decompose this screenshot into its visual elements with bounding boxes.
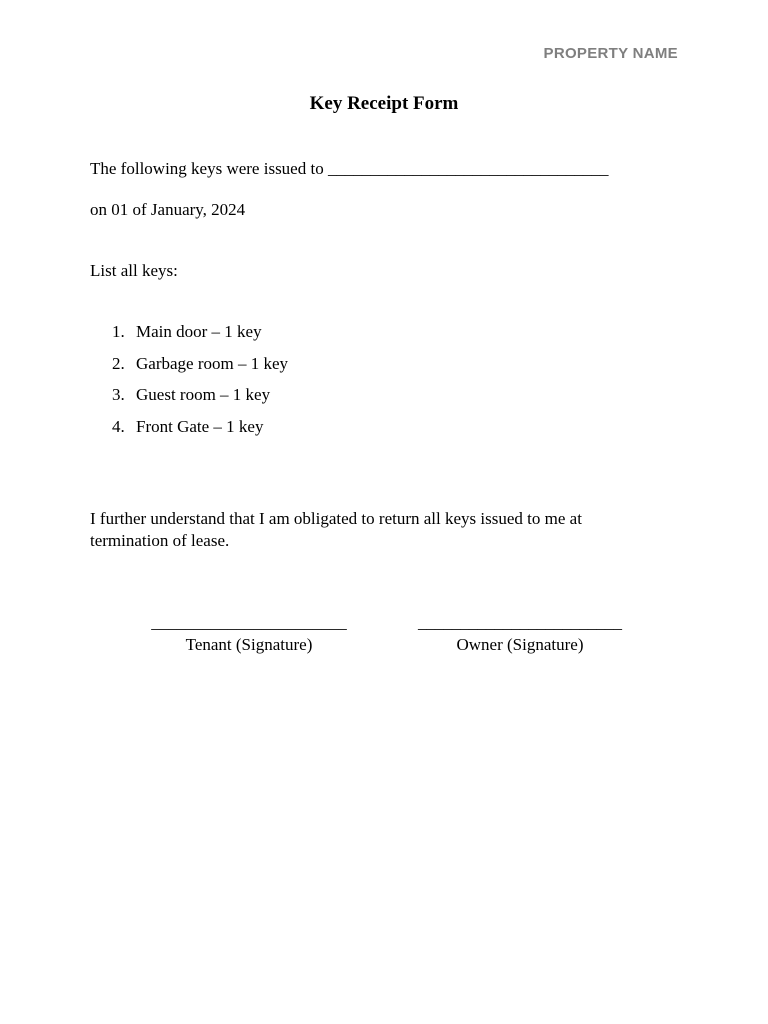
page-title: Key Receipt Form xyxy=(309,93,459,114)
obligation-statement: I further understand that I am obligated to return all keys issued to me at termination of lease. xyxy=(90,509,582,550)
key-item-number: 4. xyxy=(112,416,125,436)
issued-to-text: The following keys were issued to xyxy=(90,159,324,178)
key-item-label: Guest room – 1 key xyxy=(136,385,271,404)
key-item-label: Front Gate – 1 key xyxy=(136,416,264,436)
key-item-number: 3. xyxy=(112,385,125,404)
key-list-item xyxy=(112,416,288,448)
owner-signature-label: Owner (Signature) xyxy=(456,635,584,654)
key-list xyxy=(112,321,288,447)
issued-to-blank: _________________________________ xyxy=(327,159,609,178)
issued-to-line xyxy=(90,158,608,180)
key-list-item xyxy=(112,321,288,353)
key-list-heading: List all keys: xyxy=(90,261,178,280)
tenant-signature-block xyxy=(143,612,355,656)
key-list-item xyxy=(112,353,288,385)
key-item-label: Main door – 1 key xyxy=(136,322,262,341)
issue-date-line: on 01 of January, 2024 xyxy=(90,200,246,219)
key-item-label: Garbage room – 1 key xyxy=(136,353,289,373)
key-item-number: 1. xyxy=(112,322,125,341)
key-item-number: 2. xyxy=(112,353,125,373)
owner-signature-line: ________________________ xyxy=(418,613,622,632)
owner-signature-block xyxy=(414,612,626,656)
property-name: PROPERTY NAME xyxy=(543,45,678,62)
key-list-item xyxy=(112,384,288,416)
tenant-signature-label: Tenant (Signature) xyxy=(185,635,313,654)
tenant-signature-line: _______________________ xyxy=(151,613,347,632)
